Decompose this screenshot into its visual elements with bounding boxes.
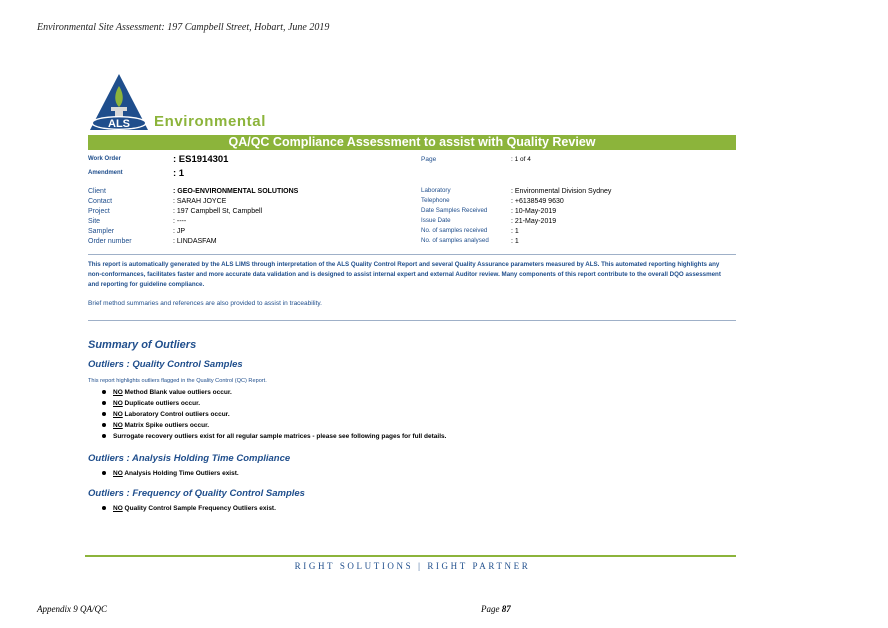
- field-label: Telephone: [421, 197, 450, 204]
- list-item: NO Laboratory Control outliers occur.: [100, 409, 446, 420]
- als-logo: [88, 72, 308, 134]
- page-value: : 1 of 4: [511, 156, 531, 163]
- field-value: : 1: [511, 238, 519, 245]
- field-value: : JP: [173, 228, 186, 235]
- field-value: : ----: [173, 218, 187, 225]
- intro-paragraph: This report is automatically generated by the ALS LIMS through interpretation of the ALS Quality Control Report and several Quality Assurance parameters measured by ALS. This automated reporting highlights any non-conformances, facilitates faster and more accurate data validation and is designed to assist internal expert and external Auditor review. Many components of this report contribute to the overall DQO assessment and reporting for guideline compliance.: [88, 261, 721, 289]
- field-label: Contact: [88, 198, 113, 205]
- lab-field-labels: [421, 186, 489, 246]
- divider: [88, 254, 736, 255]
- field-label: Issue Date: [421, 217, 451, 224]
- summary-heading: Summary of Outliers: [88, 339, 197, 351]
- list-item: NO Duplicate outliers occur.: [100, 398, 446, 409]
- page-header: Environmental Site Assessment: 197 Campbell Street, Hobart, June 2019: [37, 22, 330, 33]
- field-value: : Environmental Division Sydney: [511, 188, 612, 195]
- divider: [88, 320, 736, 321]
- field-value: : +6138549 9630: [511, 198, 564, 205]
- section-note: This report highlights outliers flagged in the Quality Control (QC) Report.: [88, 378, 267, 384]
- method-note: Brief method summaries and references are also provided to assist in traceability.: [88, 300, 322, 307]
- client-field-labels: [88, 187, 132, 247]
- qc-frequency-list: [100, 503, 276, 514]
- page-label: Page: [421, 156, 437, 163]
- field-label: Project: [88, 208, 110, 215]
- amendment-value: : 1: [173, 168, 185, 179]
- lab-field-values: [511, 187, 611, 247]
- report-title: QA/QC Compliance Assessment to assist with Quality Review: [88, 135, 736, 150]
- field-label: No. of samples analysed: [421, 237, 489, 244]
- list-item: Surrogate recovery outliers exist for all regular sample matrices - please see following pages for full details.: [100, 431, 446, 442]
- field-label: Date Samples Received: [421, 207, 488, 214]
- client-field-values: [173, 187, 298, 247]
- field-value: : 197 Campbell St, Campbell: [173, 208, 263, 215]
- field-label: Order number: [88, 238, 132, 245]
- logo-letters: ALS: [108, 118, 130, 130]
- footer-divider: [85, 555, 736, 557]
- field-label: Sampler: [88, 228, 115, 235]
- list-item: NO Analysis Holding Time Outliers exist.: [100, 468, 239, 479]
- field-label: No. of samples received: [421, 227, 488, 234]
- list-item: NO Matrix Spike outliers occur.: [100, 420, 446, 431]
- footer-tagline: RIGHT SOLUTIONS | RIGHT PARTNER: [294, 561, 531, 571]
- list-item: NO Quality Control Sample Frequency Outliers exist.: [100, 503, 276, 514]
- field-value: : 10-May-2019: [511, 208, 557, 215]
- work-order-value: : ES1914301: [173, 154, 229, 165]
- page-number: Page 87: [481, 604, 511, 614]
- appendix-label: Appendix 9 QA/QC: [37, 604, 107, 614]
- field-label: Laboratory: [421, 187, 451, 194]
- list-item: NO Method Blank value outliers occur.: [100, 387, 446, 398]
- section-heading-qc-samples: Outliers : Quality Control Samples: [88, 359, 243, 370]
- field-label: Client: [88, 188, 106, 195]
- field-value: : SARAH JOYCE: [173, 198, 227, 205]
- qc-outlier-list: [100, 387, 446, 442]
- section-heading-qc-frequency: Outliers : Frequency of Quality Control Samples: [88, 488, 305, 499]
- field-label: Site: [88, 218, 101, 225]
- field-value: : 21-May-2019: [511, 218, 557, 225]
- amendment-label: Amendment: [88, 170, 123, 176]
- field-value: : LINDASFAM: [173, 238, 217, 245]
- field-value: : 1: [511, 228, 519, 235]
- field-value: : GEO-ENVIRONMENTAL SOLUTIONS: [173, 188, 299, 195]
- logo-word: Environmental: [154, 113, 266, 130]
- work-order-label: Work Order: [88, 156, 121, 162]
- holding-time-list: [100, 468, 239, 479]
- als-logo-icon: [88, 72, 158, 132]
- section-heading-holding-time: Outliers : Analysis Holding Time Compliance: [88, 453, 291, 464]
